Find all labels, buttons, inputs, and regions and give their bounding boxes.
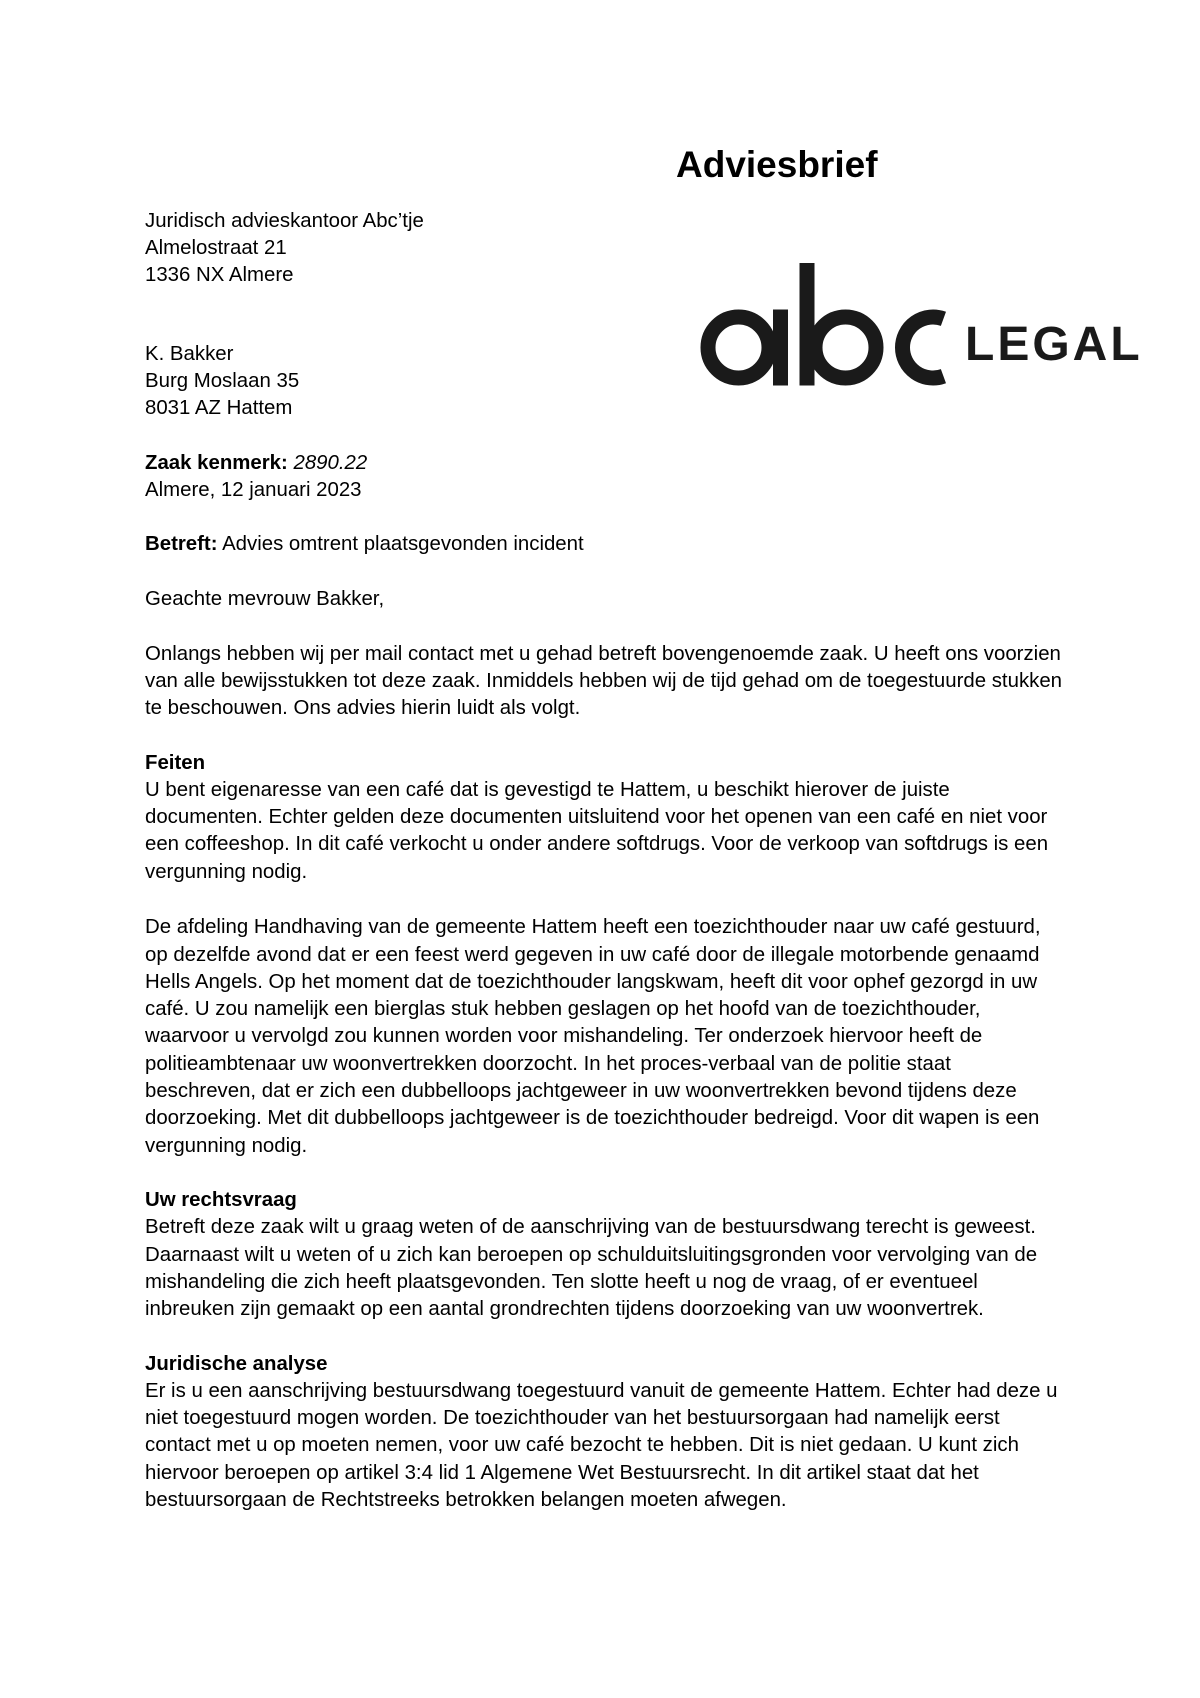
paragraph-line: waarvoor u vervolgd zou kunnen worden voor mishandeling. Ter onderzoek hiervoor heeft de xyxy=(145,1025,983,1048)
paragraph-line: bestuursorgaan de Rechtstreeks betrokken belangen moeten afwegen. xyxy=(145,1489,787,1512)
paragraph-line: contact met u op moeten nemen, voor uw café bezocht te hebben. Dit is niet gedaan. U kunt zich xyxy=(145,1434,1019,1457)
section-facts xyxy=(145,750,1048,886)
section-legal-question xyxy=(145,1187,1037,1323)
sender-line: Juridisch advieskantoor Abc’tje xyxy=(145,209,424,232)
paragraph-line: Hells Angels. Op het moment dat de toezichthouder langskwam, heeft dit voor ophef gezorgd in uw xyxy=(145,970,1038,993)
section-heading: Uw rechtsvraag xyxy=(145,1189,297,1212)
paragraph-line: Betreft deze zaak wilt u graag weten of de aanschrijving van de bestuursdwang terecht is geweest. xyxy=(145,1216,1036,1239)
logo-letter-a-stem xyxy=(773,310,788,386)
paragraph-line: documenten. Echter gelden deze documenten uitsluitend voor het openen van een café en niet voor xyxy=(145,806,1048,829)
case-reference-label: Zaak kenmerk: xyxy=(145,451,288,474)
paragraph-line: hiervoor beroepen op artikel 3:4 lid 1 Algemene Wet Bestuursrecht. In dit artikel staat dat het xyxy=(145,1461,979,1484)
subject-label: Betreft: xyxy=(145,533,218,556)
recipient-line: K. Bakker xyxy=(145,342,234,365)
paragraph-line: café. U zou namelijk een bierglas stuk hebben geslagen op het hoofd van de toezichthouder, xyxy=(145,998,981,1021)
paragraph-line: politieambtenaar uw woonvertrekken doorzocht. In het proces-verbaal van de politie staat xyxy=(145,1052,951,1075)
subject-block xyxy=(145,531,584,558)
subject-text: Advies omtrent plaatsgevonden incident xyxy=(222,533,584,556)
paragraph-line: U bent eigenaresse van een café dat is gevestigd te Hattem, u beschikt hierover de juiste xyxy=(145,778,950,801)
paragraph-line: een coffeeshop. In dit café verkocht u onder andere softdrugs. Voor de verkoop van softdrugs is een xyxy=(145,833,1049,856)
subject-line xyxy=(145,531,584,558)
recipient-line: 8031 AZ Hattem xyxy=(145,397,293,420)
case-reference-value: 2890.22 xyxy=(293,451,368,474)
paragraph-line: Daarnaast wilt u weten of u zich kan beroepen op schulduitsluitingsgronden voor vervolging van de xyxy=(145,1243,1038,1266)
recipient-line: Burg Moslaan 35 xyxy=(145,369,300,392)
case-reference xyxy=(145,450,367,477)
section-legal-analysis xyxy=(145,1351,1057,1515)
paragraph-line: vergunning nodig. xyxy=(145,1134,308,1157)
paragraph-line: doorzoeking. Met dit dubbelloops jachtgeweer is de toezichthouder bedreigd. Voor dit wapen is een xyxy=(145,1107,1040,1130)
logo-letter-c xyxy=(902,317,943,378)
paragraph-line: op dezelfde avond dat er een feest werd gegeven in uw café door de illegale motorbende genaamd xyxy=(145,943,1040,966)
abc-logo-mark xyxy=(700,260,950,390)
intro-paragraph xyxy=(145,641,1062,723)
sender-address xyxy=(145,208,424,290)
paragraph-line: van alle bewijsstukken tot deze zaak. Inmiddels hebben wij de tijd gehad om de toegestuurde stukken xyxy=(145,669,1063,692)
paragraph-line: Er is u een aanschrijving bestuursdwang toegestuurd vanuit de gemeente Hattem. Echter had deze u xyxy=(145,1379,1058,1402)
sender-line: 1336 NX Almere xyxy=(145,264,294,287)
recipient-address xyxy=(145,341,299,423)
paragraph-line: beschreven, dat er zich een dubbelloops jachtgeweer in uw woonvertrekken bevond tijdens deze xyxy=(145,1079,1017,1102)
facts-paragraph-2 xyxy=(145,914,1041,1159)
logo-letter-b-stem xyxy=(800,263,815,386)
paragraph-line: niet toegestuurd mogen worden. De toezichthouder van het bestuursorgaan had namelijk eerst xyxy=(145,1407,1000,1430)
paragraph-line: mishandeling die zich heeft plaatsgevonden. Ten slotte heeft u nog de vraag, of er eventueel xyxy=(145,1270,978,1293)
logo-letter-b xyxy=(815,317,876,378)
logo-letter-a xyxy=(708,317,769,378)
salutation-block xyxy=(145,586,384,613)
sender-line: Almelostraat 21 xyxy=(145,236,287,259)
paragraph-line: inbreuken zijn gemaakt op een aantal grondrechten tijdens doorzoeking van uw woonvertrek. xyxy=(145,1298,984,1321)
paragraph-line: te beschouwen. Ons advies hierin luidt als volgt. xyxy=(145,697,581,720)
section-heading: Feiten xyxy=(145,751,206,774)
section-heading: Juridische analyse xyxy=(145,1352,328,1375)
reference-block xyxy=(145,450,367,505)
paragraph-line: De afdeling Handhaving van de gemeente Hattem heeft een toezichthouder naar uw café gestuurd, xyxy=(145,916,1041,939)
paragraph-line: vergunning nodig. xyxy=(145,860,308,883)
paragraph-line: Onlangs hebben wij per mail contact met u gehad betreft bovengenoemde zaak. U heeft ons voorzien xyxy=(145,642,1061,665)
logo-wordmark: LEGAL xyxy=(965,318,1143,371)
place-date: Almere, 12 januari 2023 xyxy=(145,478,362,501)
salutation: Geachte mevrouw Bakker, xyxy=(145,588,385,610)
document-title: Adviesbrief xyxy=(676,144,878,185)
